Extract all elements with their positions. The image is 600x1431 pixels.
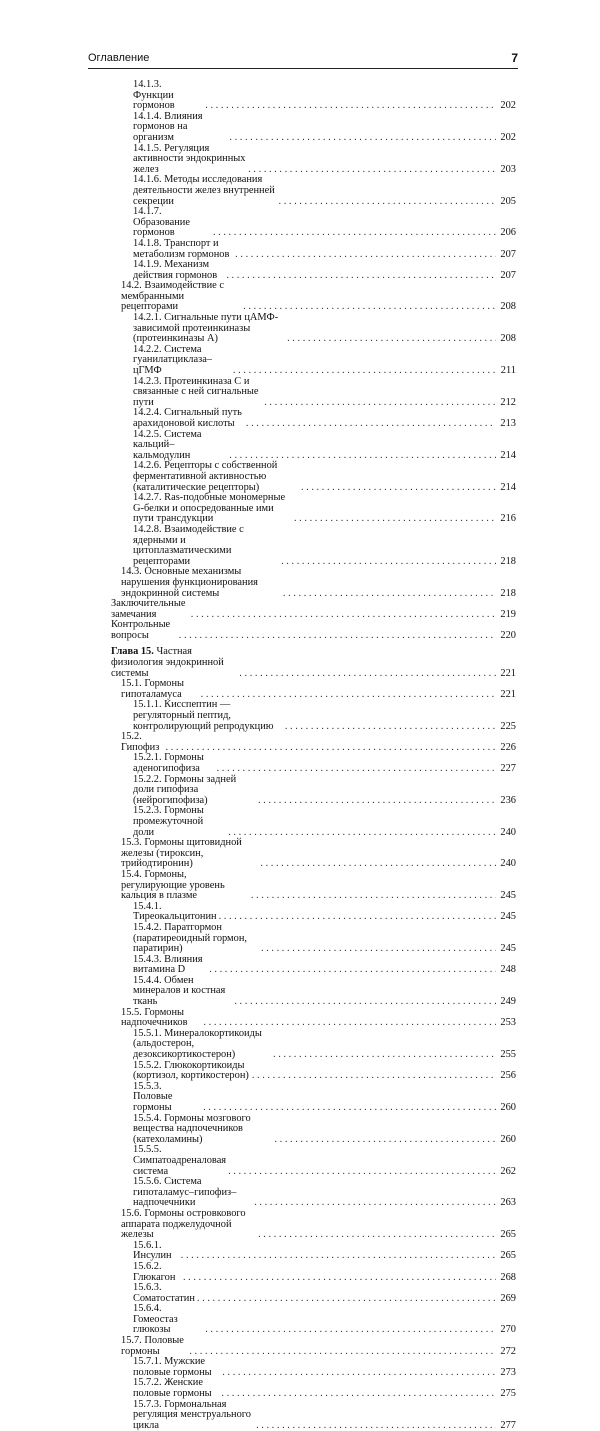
dot-leader bbox=[222, 1368, 496, 1379]
toc-page-number: 227 bbox=[500, 763, 516, 774]
toc-entry[interactable] bbox=[111, 260, 516, 281]
toc-entry-title: 15.2. Гипофиз bbox=[121, 731, 160, 753]
toc-entry-title: 15.4.2. Паратгормон (паратиреоидный гормон, паратирин) bbox=[133, 921, 247, 955]
toc-entry[interactable] bbox=[111, 313, 516, 345]
toc-page-number: 207 bbox=[500, 248, 516, 260]
dot-leader bbox=[252, 1071, 496, 1082]
toc-entry[interactable] bbox=[111, 1241, 516, 1262]
dot-leader bbox=[226, 271, 496, 282]
toc-entry-title: 14.1.5. Регуляция активности эндокринных желез bbox=[133, 142, 246, 175]
toc-entry-title: 15.3. Гормоны щитовидной железы (тироксин, трийодтиронин) bbox=[121, 837, 242, 870]
toc-entry[interactable] bbox=[111, 753, 516, 774]
page-number: 7 bbox=[511, 51, 518, 65]
toc-entry[interactable] bbox=[111, 1400, 516, 1431]
toc-page-number: 240 bbox=[500, 858, 516, 870]
toc-entry[interactable] bbox=[111, 345, 516, 377]
toc-entry[interactable] bbox=[111, 1283, 516, 1304]
toc-entry-title: 15.6.4. Гомеостаз глюкозы bbox=[133, 1303, 178, 1336]
toc-page-number: 203 bbox=[500, 163, 516, 175]
toc-entry-title: 15.2.3. Гормоны промежуточной доли bbox=[133, 805, 204, 838]
toc-page-number: 265 bbox=[500, 1229, 516, 1241]
dot-leader bbox=[261, 944, 496, 955]
toc-page-number: 218 bbox=[500, 555, 516, 567]
toc-entry[interactable] bbox=[111, 806, 516, 838]
toc-entry-title: 14.1.7. Образование гормонов bbox=[133, 206, 190, 239]
toc-entry[interactable] bbox=[111, 430, 516, 462]
toc-entry-title: 14.1.9. Механизм действия гормонов bbox=[133, 259, 218, 281]
dot-leader bbox=[228, 828, 496, 839]
toc-page-number: 268 bbox=[500, 1271, 516, 1283]
dot-leader bbox=[264, 398, 496, 409]
toc-page-number: 205 bbox=[500, 195, 516, 207]
dot-leader bbox=[213, 228, 496, 239]
toc-page-number: 202 bbox=[500, 131, 516, 143]
toc-entry[interactable] bbox=[111, 1082, 516, 1114]
dot-leader bbox=[234, 997, 496, 1008]
toc-page-number: 212 bbox=[500, 396, 516, 408]
dot-leader bbox=[219, 912, 496, 923]
toc-entry[interactable] bbox=[111, 1357, 516, 1378]
toc-entry[interactable] bbox=[111, 976, 516, 1008]
toc-entry-title: 14.2.5. Система кальций–кальмодулин bbox=[133, 428, 202, 461]
toc-page-number: 277 bbox=[500, 1419, 516, 1431]
toc-entry-title: 15.6. Гормоны островкового аппарата поджелудочной железы bbox=[121, 1207, 246, 1241]
dot-leader bbox=[273, 1050, 496, 1061]
toc-entry[interactable] bbox=[111, 599, 516, 620]
toc-page-number: 226 bbox=[500, 741, 516, 753]
toc-page-number: 260 bbox=[500, 1102, 516, 1113]
toc-page-number: 211 bbox=[500, 365, 516, 377]
dot-leader bbox=[274, 1135, 496, 1146]
dot-leader bbox=[181, 1251, 496, 1262]
toc-entry[interactable] bbox=[111, 377, 516, 409]
toc-entry[interactable] bbox=[111, 493, 516, 525]
toc-entry-title: 15.6.1. Инсулин bbox=[133, 1239, 172, 1262]
toc-page-number: 273 bbox=[500, 1366, 516, 1378]
dot-leader bbox=[239, 669, 496, 680]
table-of-contents bbox=[111, 80, 516, 1431]
toc-entry-title: 14.2.7. Ras-подобные мономерные G-белки и опосредованные ими пути трансдукции bbox=[133, 492, 286, 525]
dot-leader bbox=[233, 366, 496, 377]
toc-chapter-entry[interactable] bbox=[111, 647, 516, 679]
toc-entry-title: 14.2.6. Рецепторы с собственной ферментативной активностью (каталитические рецепторы) bbox=[133, 460, 278, 493]
toc-page-number: 263 bbox=[500, 1197, 516, 1209]
toc-entry-title: 15.2.2. Гормоны задней доли гипофиза (нейрогипофиза) bbox=[133, 773, 237, 806]
toc-entry-title: 14.2.1. Сигнальные пути цАМФ-зависимой протеинкиназы (протеинкиназы А) bbox=[133, 312, 279, 345]
dot-leader bbox=[258, 1230, 496, 1241]
toc-entry[interactable] bbox=[111, 1262, 516, 1283]
toc-entry[interactable] bbox=[111, 1029, 516, 1061]
toc-page-number: 202 bbox=[500, 100, 516, 112]
toc-page-number: 260 bbox=[500, 1133, 516, 1145]
toc-entry-title: 14.1.8. Транспорт и метаболизм гормонов bbox=[133, 237, 230, 260]
toc-page-number: 213 bbox=[500, 418, 516, 429]
toc-entry-title: 15.1.1. Кисспептин — регуляторный пептид, контролирующий репродукцию bbox=[133, 699, 274, 732]
dot-leader bbox=[209, 965, 496, 976]
toc-page-number: 218 bbox=[500, 587, 516, 599]
toc-entry[interactable] bbox=[111, 1177, 516, 1209]
dot-leader bbox=[243, 302, 496, 313]
toc-entry[interactable] bbox=[111, 175, 516, 207]
dot-leader bbox=[217, 764, 496, 775]
dot-leader bbox=[228, 1167, 496, 1178]
toc-page-number: 208 bbox=[500, 333, 516, 345]
toc-entry-title: 15.4.3. Влияния витамина D bbox=[133, 953, 203, 976]
dot-leader bbox=[189, 1347, 496, 1358]
dot-leader bbox=[258, 796, 496, 807]
dot-leader bbox=[205, 101, 496, 112]
toc-entry[interactable] bbox=[111, 1114, 516, 1146]
dot-leader bbox=[205, 1325, 496, 1336]
dot-leader bbox=[294, 514, 496, 525]
toc-page-number: 240 bbox=[500, 826, 516, 838]
dot-leader bbox=[279, 197, 496, 208]
toc-page-number: 245 bbox=[500, 890, 516, 902]
toc-page-number: 248 bbox=[500, 964, 516, 976]
toc-entry[interactable] bbox=[111, 679, 516, 700]
toc-entry-title: 15.4. Гормоны, регулирующие уровень кальция в плазме bbox=[121, 868, 225, 902]
toc-entry[interactable] bbox=[111, 1008, 516, 1029]
toc-entry-title: 14.2.3. Протеинкиназа С и связанные с ней сигнальные пути bbox=[133, 375, 259, 408]
toc-entry-title: 15.6.3. Соматостатин bbox=[133, 1282, 195, 1304]
dot-leader bbox=[281, 557, 496, 568]
toc-page-number: 256 bbox=[500, 1070, 516, 1082]
toc-entry-title: Контрольные вопросы bbox=[111, 619, 171, 641]
toc-page-number: 236 bbox=[500, 794, 516, 806]
toc-entry-title: 14.2.2. Система гуанилатциклаза–цГМФ bbox=[133, 343, 212, 377]
dot-leader bbox=[260, 859, 496, 870]
dot-leader bbox=[165, 743, 496, 754]
dot-leader bbox=[221, 1389, 496, 1400]
toc-entry-title: 15.1. Гормоны гипоталамуса bbox=[121, 678, 185, 700]
toc-entry[interactable] bbox=[111, 408, 516, 429]
toc-entry-title: 15.5.1. Минералокортикоиды (альдостерон, дезоксикортикостерон) bbox=[133, 1027, 262, 1061]
toc-page-number: 214 bbox=[500, 481, 516, 493]
toc-page-number: 253 bbox=[500, 1017, 516, 1029]
toc-entry-title: 15.5. Гормоны надпочечников bbox=[121, 1006, 188, 1029]
toc-page-number: 221 bbox=[500, 688, 516, 700]
toc-entry[interactable] bbox=[111, 732, 516, 753]
toc-entry-title: 14.2.4. Сигнальный путь арахидоновой кислоты bbox=[133, 407, 242, 429]
dot-leader bbox=[283, 589, 496, 600]
toc-page-number: 245 bbox=[500, 911, 516, 923]
toc-page-number: 249 bbox=[500, 996, 516, 1008]
toc-entry[interactable] bbox=[111, 461, 516, 493]
header-divider bbox=[88, 68, 518, 69]
toc-entry[interactable] bbox=[111, 955, 516, 976]
toc-page-number: 265 bbox=[500, 1250, 516, 1262]
toc-page-number: 255 bbox=[500, 1049, 516, 1061]
dot-leader bbox=[179, 631, 496, 642]
toc-page-number: 206 bbox=[500, 227, 516, 239]
toc-entry[interactable] bbox=[111, 923, 516, 955]
toc-entry-title: 15.7.3. Гормональная регуляция менструального цикла bbox=[133, 1398, 251, 1431]
dot-leader bbox=[287, 334, 496, 345]
dot-leader bbox=[203, 1018, 496, 1029]
dot-leader bbox=[301, 483, 496, 494]
toc-entry[interactable] bbox=[111, 1209, 516, 1241]
toc-entry-title: 15.5.2. Глюкокортикоиды (кортизол, кортикостерон) bbox=[133, 1059, 249, 1082]
toc-entry[interactable] bbox=[111, 525, 516, 567]
toc-entry[interactable] bbox=[111, 1378, 516, 1399]
toc-entry-title: 14.1.4. Влияния гормонов на организм bbox=[133, 110, 203, 143]
toc-page-number: 270 bbox=[500, 1324, 516, 1336]
toc-entry-title: Заключительные замечания bbox=[111, 598, 186, 620]
toc-entry[interactable] bbox=[111, 620, 516, 641]
toc-page-number: 225 bbox=[500, 720, 516, 732]
toc-entry[interactable] bbox=[111, 207, 516, 239]
toc-entry[interactable] bbox=[111, 112, 516, 144]
dot-leader bbox=[191, 610, 496, 621]
toc-page-number: 207 bbox=[500, 269, 516, 281]
dot-leader bbox=[201, 690, 496, 701]
toc-page-number: 216 bbox=[500, 513, 516, 525]
dot-leader bbox=[246, 419, 496, 430]
toc-entry-title: 15.7.2. Женские половые гормоны bbox=[133, 1377, 212, 1400]
toc-page-number: 272 bbox=[500, 1345, 516, 1357]
toc-entry[interactable] bbox=[111, 144, 516, 176]
toc-entry-title: 15.5.5. Симпатоадреналовая система bbox=[133, 1144, 227, 1177]
dot-leader bbox=[229, 133, 496, 144]
toc-page-number: 262 bbox=[500, 1165, 516, 1177]
dot-leader bbox=[203, 1103, 496, 1114]
dot-leader bbox=[235, 250, 496, 261]
toc-page-number: 219 bbox=[500, 608, 516, 620]
dot-leader bbox=[285, 722, 496, 733]
toc-entry-title: 14.1.3. Функции гормонов bbox=[133, 79, 175, 112]
toc-entry-title: 15.5.6. Система гипоталамус–гипофиз–надпочечники bbox=[133, 1176, 237, 1209]
toc-page-number: 208 bbox=[500, 301, 516, 313]
toc-entry[interactable] bbox=[111, 1061, 516, 1082]
chapter-label: Глава 15. bbox=[111, 646, 154, 658]
toc-entry[interactable] bbox=[111, 1304, 516, 1336]
toc-page-number: 245 bbox=[500, 943, 516, 955]
dot-leader bbox=[197, 1294, 496, 1305]
toc-entry-title: 15.7. Половые гормоны bbox=[121, 1335, 184, 1357]
page-header bbox=[88, 52, 518, 72]
toc-entry[interactable] bbox=[111, 838, 516, 870]
toc-entry-title bbox=[111, 647, 237, 679]
toc-page-number: 221 bbox=[500, 667, 516, 679]
toc-entry[interactable] bbox=[111, 239, 516, 260]
toc-page-number: 214 bbox=[500, 449, 516, 461]
toc-entry-title: 15.5.3. Половые гормоны bbox=[133, 1080, 173, 1113]
toc-entry[interactable] bbox=[111, 80, 516, 112]
toc-entry[interactable] bbox=[111, 567, 516, 599]
toc-entry[interactable] bbox=[111, 775, 516, 807]
toc-entry-title: 15.4.1. Тиреокальцитонин bbox=[133, 900, 217, 923]
toc-page-number: 269 bbox=[500, 1292, 516, 1304]
toc-entry[interactable] bbox=[111, 1145, 516, 1177]
toc-entry[interactable] bbox=[111, 1336, 516, 1357]
toc-entry[interactable] bbox=[111, 281, 516, 313]
toc-entry-title: 14.3. Основные механизмы нарушения функционирования эндокринной системы bbox=[121, 566, 258, 599]
dot-leader bbox=[251, 891, 496, 902]
toc-entry[interactable] bbox=[111, 700, 516, 732]
toc-entry-title: 15.4.4. Обмен минералов и костная ткань bbox=[133, 974, 226, 1008]
toc-entry-title: 15.7.1. Мужские половые гормоны bbox=[133, 1356, 212, 1378]
toc-entry-title: 15.6.2. Глюкагон bbox=[133, 1260, 176, 1283]
toc-entry[interactable] bbox=[111, 902, 516, 923]
toc-entry-title: 14.2.8. Взаимодействие с ядерными и цитоплазматическими рецепторами bbox=[133, 523, 244, 567]
toc-entry-title: 15.5.4. Гормоны мозгового вещества надпочечников (катехоламины) bbox=[133, 1112, 251, 1145]
toc-entry-title: 14.2. Взаимодействие с мембранными рецепторами bbox=[121, 280, 224, 313]
dot-leader bbox=[248, 165, 496, 176]
dot-leader bbox=[254, 1198, 496, 1209]
dot-leader bbox=[183, 1273, 496, 1284]
toc-entry-title: 14.1.6. Методы исследования деятельности желез внутренней секреции bbox=[133, 174, 275, 207]
toc-page-number: 275 bbox=[500, 1388, 516, 1400]
chapter-title: Частная физиология эндокринной системы bbox=[111, 646, 224, 679]
toc-page-number: 220 bbox=[500, 629, 516, 641]
toc-entry-title: 15.2.1. Гормоны аденогипофиза bbox=[133, 752, 204, 774]
dot-leader bbox=[256, 1421, 496, 1431]
running-title: Оглавление bbox=[88, 52, 150, 64]
toc-entry[interactable] bbox=[111, 870, 516, 902]
